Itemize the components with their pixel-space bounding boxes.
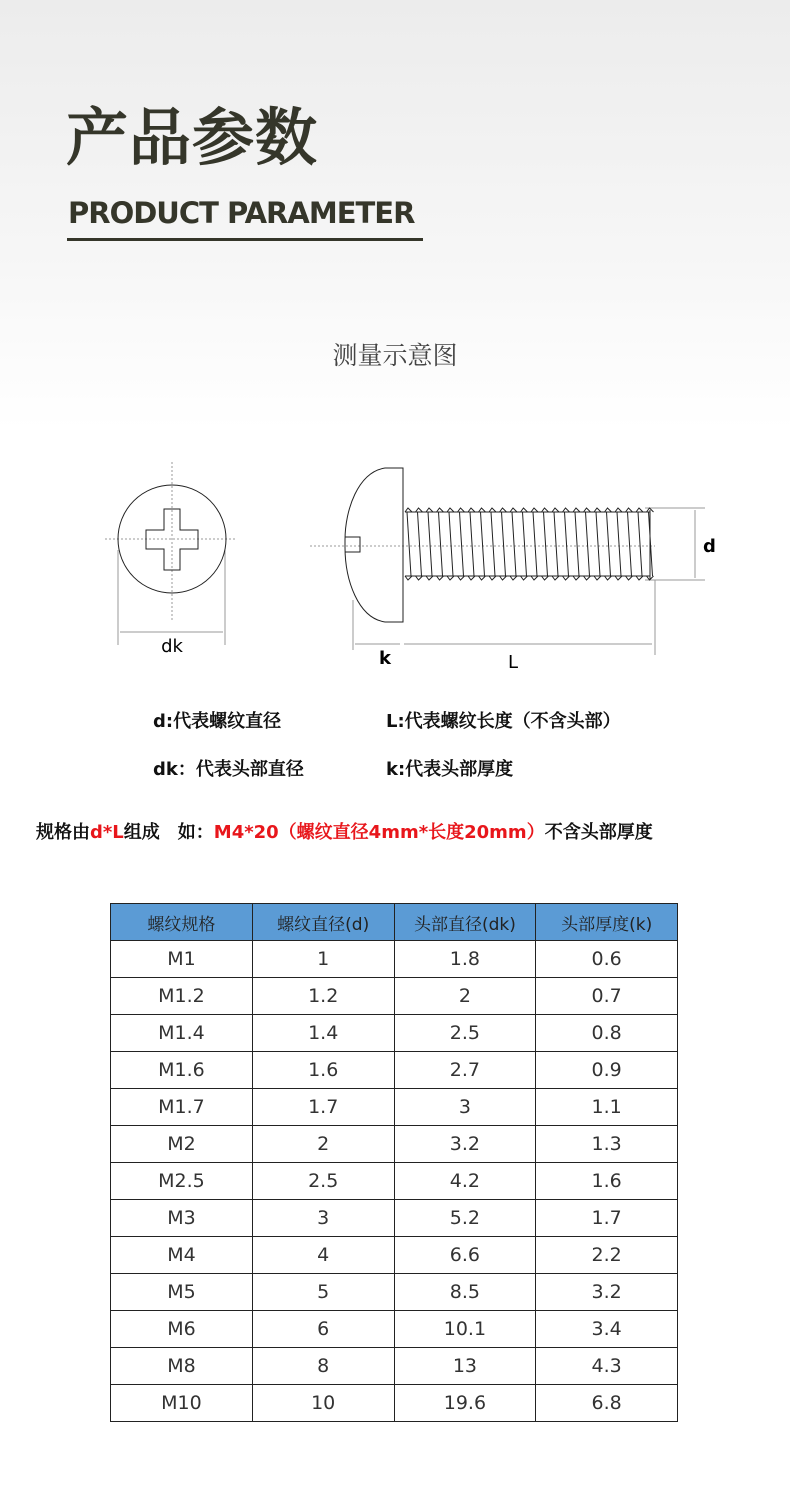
table-cell: 0.8: [536, 1015, 678, 1052]
table-cell: M1: [111, 941, 253, 978]
table-cell: 0.7: [536, 978, 678, 1015]
page-subtitle: PRODUCT PARAMETER: [68, 196, 415, 230]
table-cell: M5: [111, 1274, 253, 1311]
spec-table: [110, 903, 678, 1422]
table-cell: 19.6: [394, 1385, 536, 1422]
legend-dk: dk：代表头部直径: [153, 759, 304, 780]
table-row: [111, 1089, 678, 1126]
legend-L: L:代表螺纹长度（不含头部）: [386, 711, 621, 732]
table-cell: 0.6: [536, 941, 678, 978]
spec-note: [36, 818, 653, 844]
table-row: [111, 1163, 678, 1200]
table-row: [111, 1274, 678, 1311]
table-cell: 1.1: [536, 1089, 678, 1126]
table-cell: 4: [252, 1237, 394, 1274]
spec-suffix: 组成 如：: [123, 822, 214, 843]
table-cell: 6.6: [394, 1237, 536, 1274]
column-header: 螺纹直径(d): [252, 904, 394, 941]
table-cell: 5.2: [394, 1200, 536, 1237]
table-row: [111, 1385, 678, 1422]
legend-k: k:代表头部厚度: [386, 759, 514, 780]
table-row: [111, 1348, 678, 1385]
table-cell: M2: [111, 1126, 253, 1163]
spec-formula: d*L: [90, 822, 124, 843]
table-cell: 2: [252, 1126, 394, 1163]
k-label: k: [379, 648, 391, 669]
table-cell: 1.6: [252, 1052, 394, 1089]
table-cell: 3: [252, 1200, 394, 1237]
table-cell: 2.7: [394, 1052, 536, 1089]
table-cell: 1.6: [536, 1163, 678, 1200]
table-cell: 1: [252, 941, 394, 978]
spec-prefix: 规格由: [36, 822, 90, 843]
column-header: 头部厚度(k): [536, 904, 678, 941]
table-cell: 2: [394, 978, 536, 1015]
table-row: [111, 941, 678, 978]
table-cell: 3: [394, 1089, 536, 1126]
screw-diagram: [100, 450, 720, 680]
table-cell: M1.2: [111, 978, 253, 1015]
table-cell: 6: [252, 1311, 394, 1348]
column-header: 螺纹规格: [111, 904, 253, 941]
table-cell: 1.7: [252, 1089, 394, 1126]
table-cell: M4: [111, 1237, 253, 1274]
table-cell: 10.1: [394, 1311, 536, 1348]
table-cell: 1.4: [252, 1015, 394, 1052]
spec-example: M4*20（螺纹直径4mm*长度20mm）: [213, 822, 545, 843]
L-label: L: [507, 652, 519, 673]
table-cell: 5: [252, 1274, 394, 1311]
table-row: [111, 1015, 678, 1052]
column-header: 头部直径(dk): [394, 904, 536, 941]
screw-side-view: [345, 468, 654, 622]
dk-label: dk: [161, 636, 183, 657]
table-cell: 4.3: [536, 1348, 678, 1385]
table-cell: 4.2: [394, 1163, 536, 1200]
table-cell: 0.9: [536, 1052, 678, 1089]
table-cell: M2.5: [111, 1163, 253, 1200]
table-cell: 2.2: [536, 1237, 678, 1274]
table-cell: 3.2: [394, 1126, 536, 1163]
legend-d: d:代表螺纹直径: [153, 711, 282, 732]
spec-tail: 不含头部厚度: [544, 822, 653, 843]
table-header-row: [111, 904, 678, 941]
table-cell: 1.8: [394, 941, 536, 978]
table-cell: 3.2: [536, 1274, 678, 1311]
table-row: [111, 1126, 678, 1163]
table-cell: 8: [252, 1348, 394, 1385]
table-cell: M6: [111, 1311, 253, 1348]
table-row: [111, 1237, 678, 1274]
table-cell: 3.4: [536, 1311, 678, 1348]
table-cell: M1.7: [111, 1089, 253, 1126]
d-label: d: [703, 536, 716, 557]
table-cell: M10: [111, 1385, 253, 1422]
table-row: [111, 1200, 678, 1237]
diagram-title: 测量示意图: [332, 341, 458, 370]
table-cell: 8.5: [394, 1274, 536, 1311]
table-cell: 6.8: [536, 1385, 678, 1422]
table-cell: 2.5: [394, 1015, 536, 1052]
table-row: [111, 1052, 678, 1089]
table-cell: M3: [111, 1200, 253, 1237]
page-title: 产品参数: [66, 101, 319, 174]
title-underline: [67, 238, 423, 241]
table-cell: 1.2: [252, 978, 394, 1015]
table-cell: 1.7: [536, 1200, 678, 1237]
table-row: [111, 978, 678, 1015]
table-cell: M8: [111, 1348, 253, 1385]
table-cell: M1.6: [111, 1052, 253, 1089]
table-cell: 2.5: [252, 1163, 394, 1200]
table-cell: M1.4: [111, 1015, 253, 1052]
table-cell: 13: [394, 1348, 536, 1385]
table-cell: 10: [252, 1385, 394, 1422]
table-cell: 1.3: [536, 1126, 678, 1163]
table-row: [111, 1311, 678, 1348]
